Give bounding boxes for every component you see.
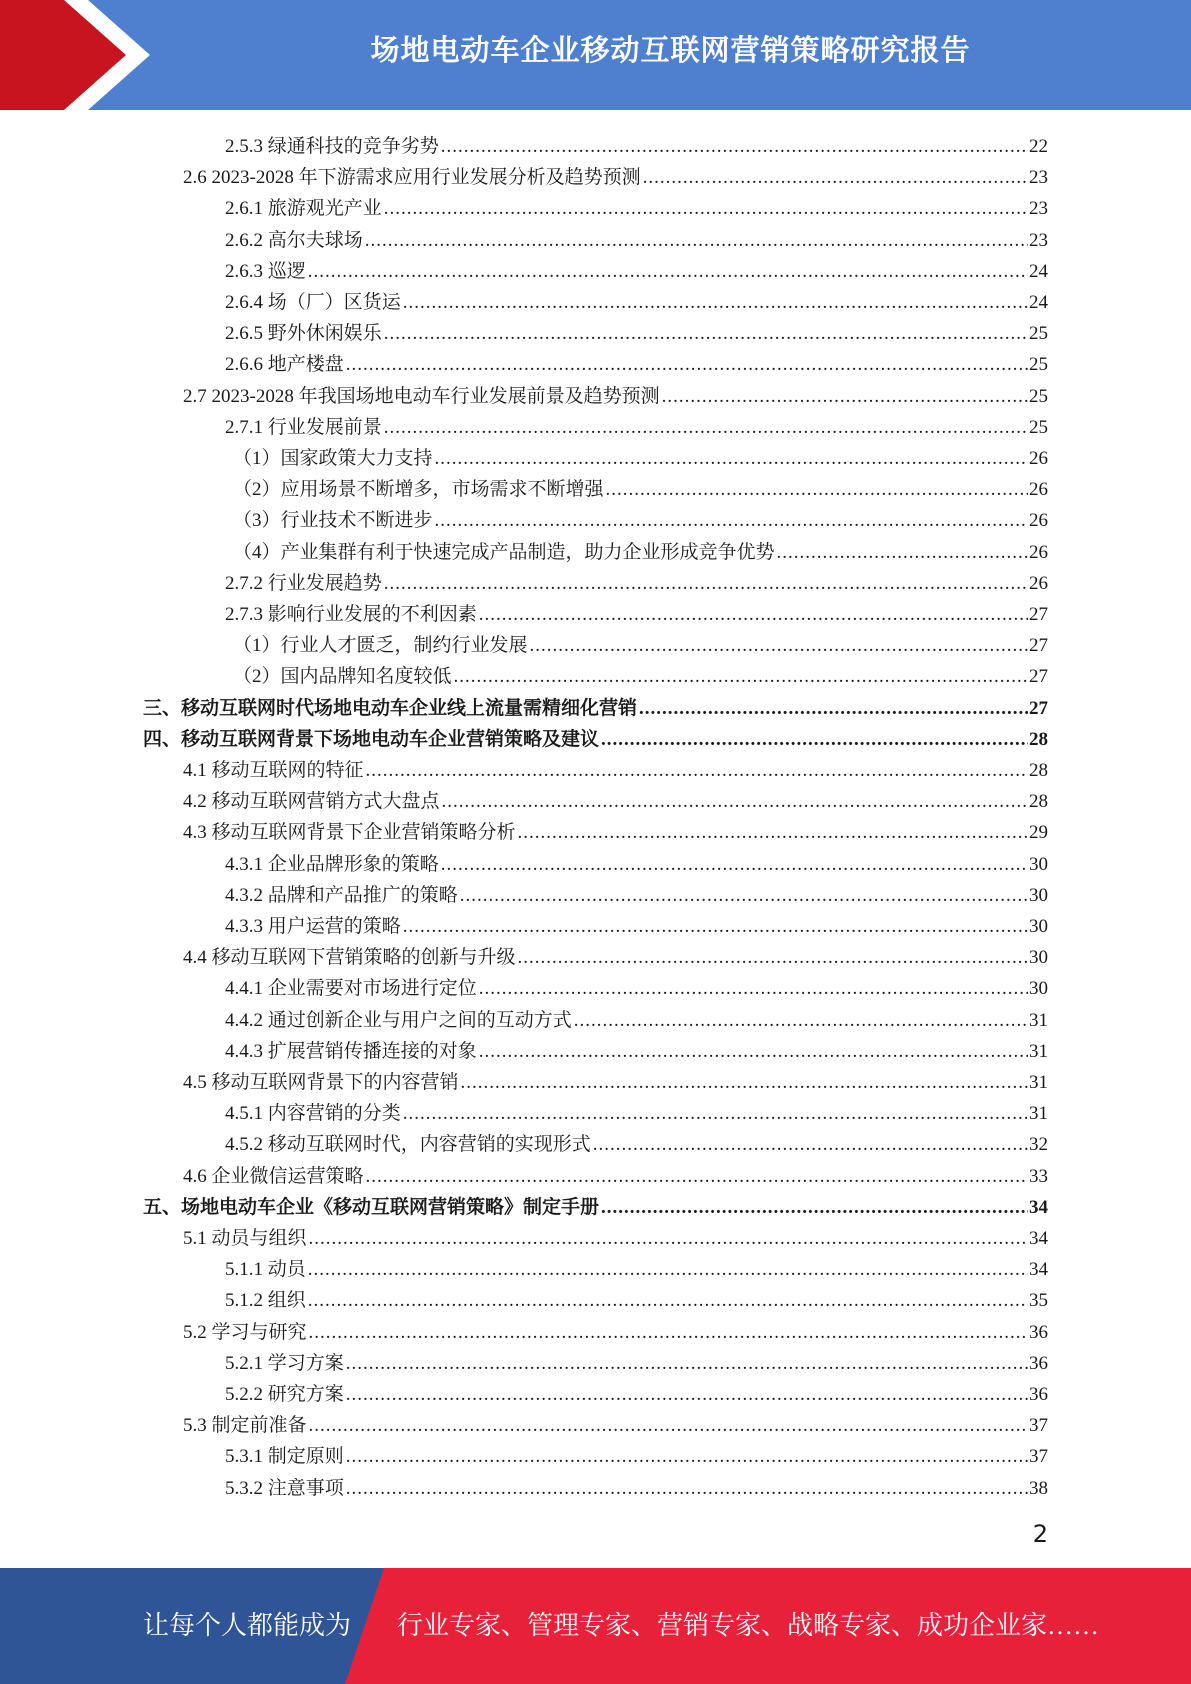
toc-entry-page: 23 xyxy=(1029,167,1048,189)
toc-dot-leader xyxy=(435,510,1028,532)
toc-entry[interactable] xyxy=(225,1125,1048,1156)
toc-entry-title: 5.3.1 制定原则 xyxy=(225,1446,344,1468)
toc-dot-leader xyxy=(606,479,1028,501)
toc-entry-title: 4.3.1 企业品牌形象的策略 xyxy=(225,853,439,875)
toc-dot-leader xyxy=(346,1384,1028,1406)
toc-dot-leader xyxy=(643,167,1028,189)
toc-dot-leader xyxy=(309,1322,1028,1344)
toc-entry[interactable] xyxy=(225,595,1048,626)
toc-entry[interactable] xyxy=(225,345,1048,376)
toc-entry-title: 5.3 制定前准备 xyxy=(183,1415,307,1437)
toc-entry-page: 36 xyxy=(1029,1321,1048,1343)
toc-entry-page: 28 xyxy=(1029,728,1048,750)
page-header xyxy=(0,0,1191,110)
toc-entry-page: 30 xyxy=(1029,884,1048,906)
toc-entry-page: 23 xyxy=(1029,198,1048,220)
toc-entry-title: 4.4.3 扩展营销传播连接的对象 xyxy=(225,1040,477,1062)
toc-dot-leader xyxy=(454,666,1028,688)
toc-entry-page: 26 xyxy=(1029,448,1048,469)
toc-dot-leader xyxy=(441,136,1028,158)
toc-entry[interactable] xyxy=(225,969,1048,1000)
toc-dot-leader xyxy=(346,1478,1028,1500)
toc-entry[interactable] xyxy=(225,408,1048,439)
toc-entry[interactable] xyxy=(233,470,1048,501)
toc-entry-page: 32 xyxy=(1029,1134,1048,1156)
toc-entry[interactable] xyxy=(183,1063,1048,1094)
toc-dot-leader xyxy=(384,198,1028,220)
toc-dot-leader xyxy=(441,854,1028,876)
toc-entry[interactable] xyxy=(225,1281,1048,1312)
toc-entry[interactable] xyxy=(225,564,1048,595)
footer-slogan-right: 行业专家、管理专家、营销专家、战略专家、成功企业家…… xyxy=(397,1611,1100,1640)
toc-entry-page: 30 xyxy=(1029,947,1048,969)
toc-entry-page: 34 xyxy=(1029,1228,1048,1249)
toc-dot-leader xyxy=(384,323,1028,345)
toc-entry-title: （2）国内品牌知名度较低 xyxy=(233,666,452,688)
toc-dot-leader xyxy=(593,1134,1028,1156)
page-footer xyxy=(0,1568,1191,1684)
toc-entry-page: 28 xyxy=(1029,760,1048,781)
toc-dot-leader xyxy=(518,822,1028,844)
toc-dot-leader xyxy=(346,1446,1028,1468)
toc-entry-title: （1）国家政策大力支持 xyxy=(233,448,433,469)
toc-entry[interactable] xyxy=(143,1188,1048,1219)
toc-entry-title: 4.3.2 品牌和产品推广的策略 xyxy=(225,884,458,906)
toc-dot-leader xyxy=(366,1166,1028,1188)
toc-entry-title: 5.1.1 动员 xyxy=(225,1259,306,1281)
toc-entry[interactable] xyxy=(183,1219,1048,1250)
toc-entry-page: 26 xyxy=(1029,541,1048,563)
toc-entry-title: 5.2 学习与研究 xyxy=(183,1321,307,1343)
toc-dot-leader xyxy=(601,729,1028,751)
toc-entry[interactable] xyxy=(183,782,1048,813)
toc-dot-leader xyxy=(384,573,1028,595)
toc-entry[interactable] xyxy=(225,1094,1048,1125)
toc-entry[interactable] xyxy=(225,1344,1048,1375)
toc-entry-title: 5.1 动员与组织 xyxy=(183,1228,307,1249)
toc-entry-title: 4.4.2 通过创新企业与用户之间的互动方式 xyxy=(225,1009,572,1031)
toc-entry[interactable] xyxy=(225,1469,1048,1500)
toc-dot-leader xyxy=(479,1041,1028,1063)
toc-entry[interactable] xyxy=(225,314,1048,345)
toc-entry[interactable] xyxy=(225,221,1048,252)
toc-dot-leader xyxy=(435,448,1028,470)
toc-entry-title: 4.6 企业微信运营策略 xyxy=(183,1165,364,1187)
toc-dot-leader xyxy=(460,885,1028,907)
toc-entry-page: 22 xyxy=(1029,136,1048,157)
toc-entry[interactable] xyxy=(233,533,1048,564)
toc-entry-title: 2.7.2 行业发展趋势 xyxy=(225,572,382,594)
toc-entry-page: 38 xyxy=(1029,1477,1048,1499)
toc-entry-page: 34 xyxy=(1029,1259,1048,1281)
toc-dot-leader xyxy=(479,604,1028,626)
toc-entry-title: 2.6.5 野外休闲娱乐 xyxy=(225,323,382,345)
toc-entry-page: 30 xyxy=(1029,853,1048,875)
toc-entry[interactable] xyxy=(225,876,1048,907)
toc-dot-leader xyxy=(403,292,1028,314)
toc-entry[interactable] xyxy=(183,813,1048,844)
toc-dot-leader xyxy=(365,230,1028,252)
toc-entry[interactable] xyxy=(233,501,1048,532)
toc-entry-title: 2.6.3 巡逻 xyxy=(225,260,306,282)
toc-dot-leader xyxy=(442,791,1028,813)
toc-entry-page: 30 xyxy=(1029,978,1048,1000)
toc-entry-page: 28 xyxy=(1029,791,1048,813)
toc-entry-page: 25 xyxy=(1029,385,1048,407)
toc-entry[interactable] xyxy=(225,1437,1048,1468)
toc-dot-leader xyxy=(639,698,1028,720)
toc-entry[interactable] xyxy=(233,657,1048,688)
toc-dot-leader xyxy=(403,1103,1028,1125)
toc-entry-title: 2.6.1 旅游观光产业 xyxy=(225,198,382,220)
toc-entry[interactable] xyxy=(183,377,1048,408)
toc-entry-title: （2）应用场景不断增多，市场需求不断增强 xyxy=(233,479,604,501)
toc-entry-title: 5.2.2 研究方案 xyxy=(225,1384,344,1405)
toc-entry-title: 2.6.6 地产楼盘 xyxy=(225,354,344,376)
toc-entry-page: 33 xyxy=(1029,1165,1048,1187)
toc-entry[interactable] xyxy=(225,127,1048,158)
toc-dot-leader xyxy=(601,1197,1028,1219)
toc-dot-leader xyxy=(366,760,1028,782)
toc-dot-leader xyxy=(461,1072,1028,1094)
toc-entry-title: 2.6.4 场（厂）区货运 xyxy=(225,292,401,313)
footer-slogan-left: 让每个人都能成为 xyxy=(143,1611,352,1640)
toc-entry-title: 4.4 移动互联网下营销策略的创新与升级 xyxy=(183,947,516,969)
toc-entry-page: 37 xyxy=(1029,1446,1048,1468)
toc-entry-page: 26 xyxy=(1029,479,1048,501)
toc-entry[interactable] xyxy=(183,1406,1048,1437)
toc-entry-page: 25 xyxy=(1029,416,1048,438)
toc-entry-page: 25 xyxy=(1029,354,1048,376)
toc-entry[interactable] xyxy=(143,720,1048,751)
toc-entry-page: 36 xyxy=(1029,1352,1048,1374)
toc-dot-leader xyxy=(309,1415,1028,1437)
toc-entry-page: 24 xyxy=(1029,260,1048,282)
toc-entry-page: 27 xyxy=(1029,604,1048,625)
toc-dot-leader xyxy=(308,1290,1028,1312)
toc-entry-title: （1）行业人才匮乏，制约行业发展 xyxy=(233,635,528,657)
toc-entry-title: 4.2 移动互联网营销方式大盘点 xyxy=(183,791,440,813)
toc-dot-leader xyxy=(777,542,1028,564)
toc-entry-title: 四、移动互联网背景下场地电动车企业营销策略及建议 xyxy=(143,728,600,750)
report-title: 场地电动车企业移动互联网营销策略研究报告 xyxy=(370,33,971,67)
toc-entry-title: 2.5.3 绿通科技的竞争劣势 xyxy=(225,136,439,157)
toc-entry-title: 2.7.3 影响行业发展的不利因素 xyxy=(225,604,477,625)
toc-entry[interactable] xyxy=(225,1001,1048,1032)
toc-entry-title: 4.1 移动互联网的特征 xyxy=(183,760,364,781)
header-arrow-decoration xyxy=(0,0,150,110)
toc-entry-page: 24 xyxy=(1029,292,1048,313)
toc-entry[interactable] xyxy=(225,1250,1048,1281)
toc-entry-title: 5.3.2 注意事项 xyxy=(225,1477,344,1499)
toc-entry[interactable] xyxy=(183,938,1048,969)
toc-entry-title: 2.6 2023-2028 年下游需求应用行业发展分析及趋势预测 xyxy=(183,167,641,189)
toc-entry[interactable] xyxy=(183,1157,1048,1188)
toc-entry-title: 4.5.2 移动互联网时代，内容营销的实现形式 xyxy=(225,1134,591,1156)
toc-entry-title: 2.6.2 高尔夫球场 xyxy=(225,229,363,251)
toc-dot-leader xyxy=(346,354,1028,376)
toc-entry-title: 五、场地电动车企业《移动互联网营销策略》制定手册 xyxy=(143,1196,600,1218)
toc-entry[interactable] xyxy=(183,1313,1048,1344)
toc-entry-page: 36 xyxy=(1029,1384,1048,1405)
toc-dot-leader xyxy=(518,947,1028,969)
toc-entry-title: 5.1.2 组织 xyxy=(225,1290,306,1312)
toc-entry[interactable] xyxy=(233,626,1048,657)
toc-entry-page: 31 xyxy=(1029,1072,1048,1093)
toc-entry-page: 27 xyxy=(1029,697,1048,719)
toc-entry[interactable] xyxy=(225,283,1048,314)
toc-entry[interactable] xyxy=(143,689,1048,720)
toc-entry-page: 25 xyxy=(1029,323,1048,345)
toc-dot-leader xyxy=(346,1353,1028,1375)
toc-entry[interactable] xyxy=(225,189,1048,220)
toc-entry-title: 4.5.1 内容营销的分类 xyxy=(225,1103,401,1125)
toc-dot-leader xyxy=(308,1259,1028,1281)
toc-entry-title: 4.4.1 企业需要对市场进行定位 xyxy=(225,978,477,1000)
toc-entry[interactable] xyxy=(233,439,1048,470)
toc-entry-page: 26 xyxy=(1029,510,1048,532)
toc-entry-page: 26 xyxy=(1029,572,1048,594)
toc-dot-leader xyxy=(309,1228,1028,1250)
toc-entry-title: 2.7 2023-2028 年我国场地电动车行业发展前景及趋势预测 xyxy=(183,385,660,407)
toc-dot-leader xyxy=(574,1010,1028,1032)
toc-entry-page: 30 xyxy=(1029,916,1048,937)
toc-entry-title: 4.5 移动互联网背景下的内容营销 xyxy=(183,1072,459,1093)
toc-entry-page: 29 xyxy=(1029,822,1048,844)
toc-entry-page: 37 xyxy=(1029,1415,1048,1437)
toc-entry[interactable] xyxy=(225,252,1048,283)
toc-dot-leader xyxy=(308,261,1028,283)
toc-entry-title: 4.3 移动互联网背景下企业营销策略分析 xyxy=(183,822,516,844)
toc-entry-page: 27 xyxy=(1029,635,1048,657)
toc-entry-title: 5.2.1 学习方案 xyxy=(225,1352,344,1374)
toc-entry-page: 23 xyxy=(1029,229,1048,251)
toc-entry-page: 27 xyxy=(1029,666,1048,688)
page-number: 2 xyxy=(1032,1520,1048,1548)
toc-dot-leader xyxy=(479,978,1028,1000)
toc-entry[interactable] xyxy=(225,907,1048,938)
toc-entry[interactable] xyxy=(183,751,1048,782)
toc-entry[interactable] xyxy=(225,1032,1048,1063)
toc-entry[interactable] xyxy=(225,1375,1048,1406)
toc-entry-title: （4）产业集群有利于快速完成产品制造，助力企业形成竞争优势 xyxy=(233,541,775,563)
toc-entry-title: 4.3.3 用户运营的策略 xyxy=(225,916,401,937)
toc-entry-page: 35 xyxy=(1029,1290,1048,1312)
toc-entry-title: 三、移动互联网时代场地电动车企业线上流量需精细化营销 xyxy=(143,697,638,719)
toc-entry-page: 31 xyxy=(1029,1009,1048,1031)
toc-entry-page: 34 xyxy=(1029,1196,1048,1218)
toc-dot-leader xyxy=(403,916,1028,938)
toc-entry-page: 31 xyxy=(1029,1040,1048,1062)
toc-dot-leader xyxy=(384,417,1028,439)
toc-entry[interactable] xyxy=(225,845,1048,876)
toc-entry-title: （3）行业技术不断进步 xyxy=(233,510,433,532)
toc-dot-leader xyxy=(662,386,1028,408)
toc-entry-title: 2.7.1 行业发展前景 xyxy=(225,416,382,438)
toc-entry[interactable] xyxy=(183,158,1048,189)
toc-entry-page: 31 xyxy=(1029,1103,1048,1125)
toc-dot-leader xyxy=(530,635,1028,657)
